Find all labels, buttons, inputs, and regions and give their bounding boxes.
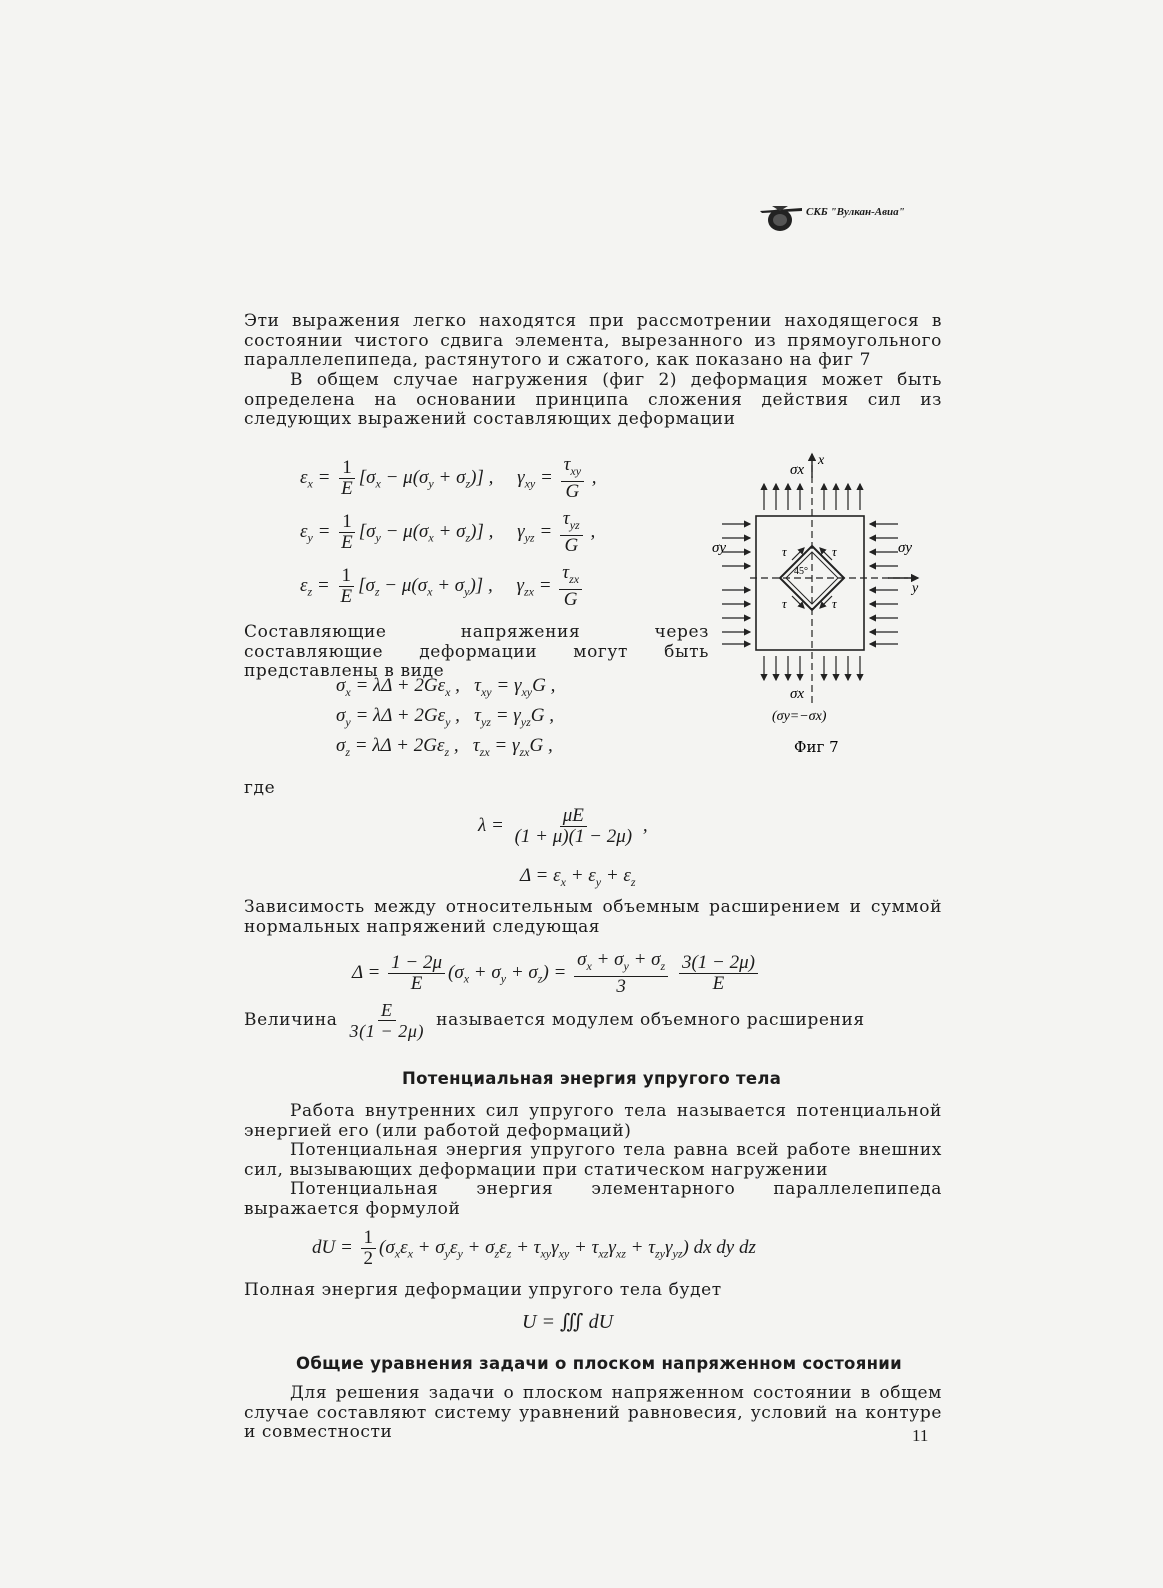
label-where: где — [244, 778, 276, 798]
paragraph-total-energy: Полная энергия деформации упругого тела будет — [244, 1280, 722, 1300]
label-tau-4: τ — [832, 596, 837, 611]
label-condition: (σy=−σx) — [772, 709, 827, 724]
formula-stress-x: $\sigma_x = \lambda\Delta + 2G\varepsilon_x$ , $\tau_{xy} = \gamma_{xy}G$ , — [336, 675, 556, 699]
figure-caption: Фиг 7 — [794, 738, 839, 756]
paragraph-internal-work: Работа внутренних сил упругого тела называется потенциальной энергией его (или работой деформаций) — [244, 1101, 942, 1141]
modulus-prefix: Величина — [244, 1009, 338, 1030]
section-heading-plane-stress: Общие уравнения задачи о плоском напряженном состоянии — [296, 1354, 903, 1373]
paragraph-volumetric: Зависимость между относительным объемным расширением и суммой нормальных напряжений следующая — [244, 897, 942, 937]
page-number: 11 — [912, 1426, 929, 1445]
modulus-suffix: называется модулем объемного расширения — [436, 1009, 865, 1030]
paragraph-plane-stress: Для решения задачи о плоском напряженном состоянии в общем случае составляют систему уравнений равновесия, условий на контуре и совместности — [244, 1383, 942, 1442]
label-axis-y: y — [912, 581, 919, 596]
formula-volumetric-expansion: Δ = $\frac{1 - 2\mu}{E}$ $(\sigma_x + \sigma_y + \sigma_z)$ = $\frac{\sigma_x + \sigma_y + \sigma_z}{3}$ $\frac{3(1 - 2\mu)}{E}$ — [352, 950, 761, 997]
figure-7 — [708, 448, 940, 758]
formula-du: dU = $\frac{1}{2}$ $(\sigma_x\varepsilon_x + \sigma_y\varepsilon_y + \sigma_z\varepsilon_z + \tau_{xy}\gamma_{xy} + \tau_{xz}\gamma_{xz} + \tau_{zy}\gamma_{yz})$ dx dy dz — [312, 1227, 756, 1269]
pure-shear-element-diagram — [708, 448, 940, 758]
formula-strain-x: $\varepsilon_x$ = $\frac{1}{E}$ $[\sigma_x - \mu(\sigma_y + \sigma_z)]$ , $\gamma_{xy}$ = $\frac{\tau_{xy}}{G}$ , — [300, 454, 597, 502]
section-heading-potential-energy: Потенциальная энергия упругого тела — [402, 1069, 782, 1088]
formula-delta: $\Delta = \varepsilon_x + \varepsilon_y + \varepsilon_z$ — [520, 865, 636, 889]
formula-lambda: λ = $\frac{\mu E}{(1 + \mu)(1 - 2\mu)}$ , — [478, 805, 648, 847]
label-angle: 45° — [794, 566, 808, 577]
modulus-sentence — [244, 1000, 865, 1041]
formula-total-u: U = ∭ dU — [522, 1311, 614, 1333]
paragraph-elementary-energy: Потенциальная энергия элементарного параллелепипеда выражается формулой — [244, 1179, 942, 1219]
publisher-logo — [758, 198, 804, 238]
label-sigma-y-right: σy — [898, 540, 913, 556]
label-tau-2: τ — [832, 544, 837, 559]
paragraph-external-work: Потенциальная энергия упругого тела равна всей работе внешних сил, вызывающих деформации при статическом нагружении — [244, 1140, 942, 1180]
formula-bulk-modulus: $\frac{E}{3(1 - 2\mu)}$ — [349, 1000, 425, 1041]
paragraph-stress-components: Составляющие напряжения через составляющие деформации могут быть представлены в виде — [244, 622, 709, 681]
label-tau-1: τ — [782, 544, 787, 559]
label-tau-3: τ — [782, 596, 787, 611]
publisher-name: СКБ "Вулкан-Авиа" — [806, 206, 905, 218]
label-axis-x: x — [818, 453, 825, 468]
formula-strain-z: $\varepsilon_z$ = $\frac{1}{E}$ $[\sigma_z - \mu(\sigma_x + \sigma_y)]$ , $\gamma_{zx}$ = $\frac{\tau_{zx}}{G}$ — [300, 563, 585, 610]
formula-stress-z: $\sigma_z = \lambda\Delta + 2G\varepsilon_z$ , $\tau_{zx} = \gamma_{zx}G$ , — [336, 735, 553, 759]
paragraph-intro: Эти выражения легко находятся при рассмотрении находящегося в состоянии чистого сдвига элемента, вырезанного из прямоугольного параллелепипеда, растянутого и сжатого, как показано на фиг 7 — [244, 311, 942, 370]
label-sigma-x-top: σx — [790, 462, 805, 478]
formula-stress-y: $\sigma_y = \lambda\Delta + 2G\varepsilon_y$ , $\tau_{yz} = \gamma_{yz}G$ , — [336, 705, 555, 729]
plane-emblem-icon — [758, 198, 804, 234]
label-sigma-y-left: σy — [712, 540, 727, 556]
formula-strain-y: $\varepsilon_y$ = $\frac{1}{E}$ $[\sigma_y - \mu(\sigma_x + \sigma_z)]$ , $\gamma_{yz}$ = $\frac{\tau_{yz}}{G}$ , — [300, 508, 596, 556]
label-sigma-x-bottom: σx — [790, 686, 805, 702]
paragraph-general-loading: В общем случае нагружения (фиг 2) деформация может быть определена на основании принципа сложения действия сил из следующих выражений составляющих деформации — [244, 370, 942, 429]
